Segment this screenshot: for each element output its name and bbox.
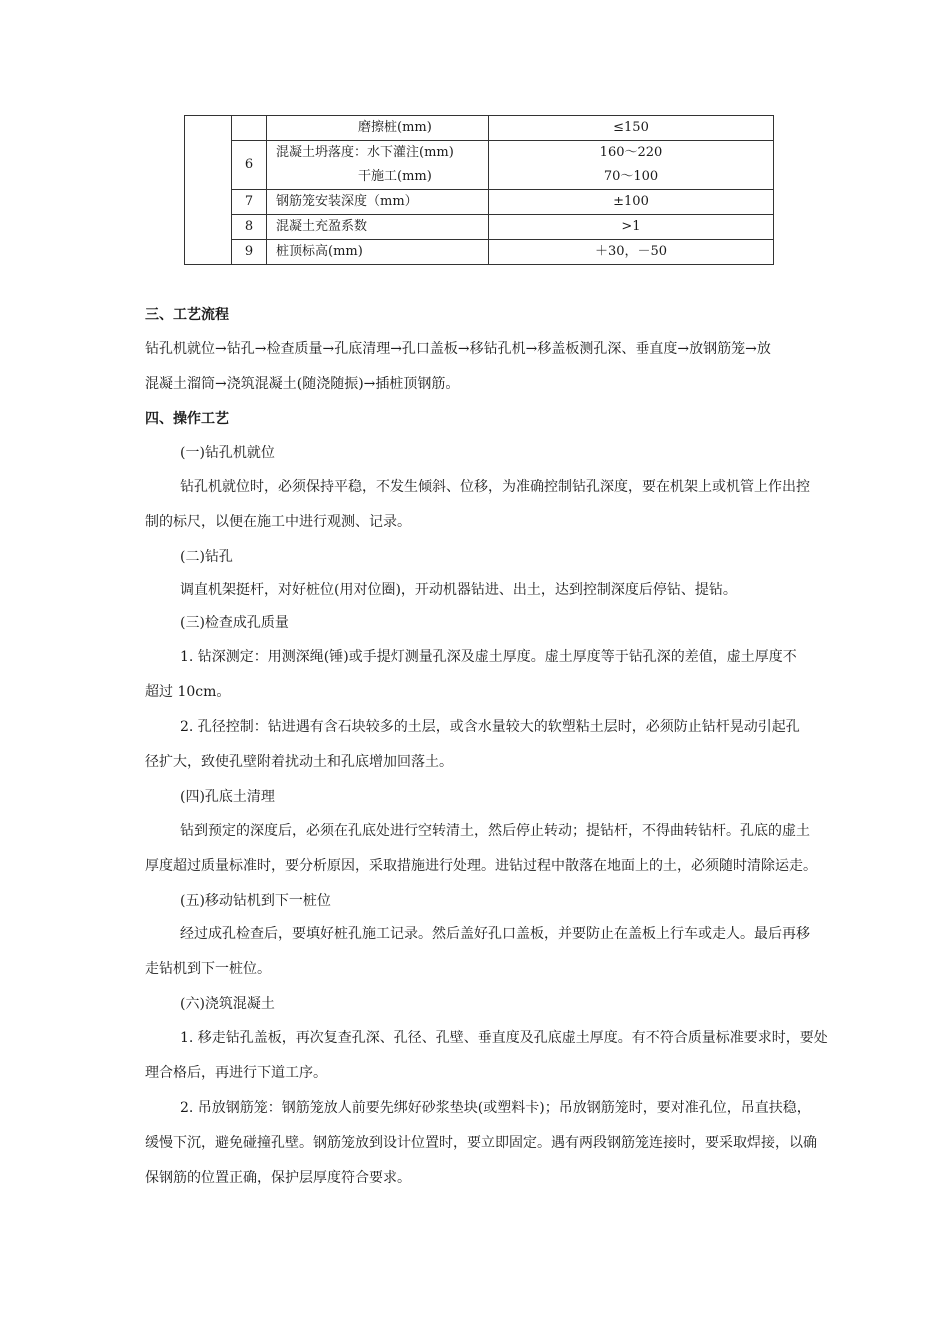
row-item — [267, 141, 489, 190]
paragraph-line: 1. 移走钻孔盖板，再次复查孔深、孔径、孔壁、垂直度及孔底虚土厚度。有不符合质量标准要求时，要处 — [180, 1030, 828, 1046]
paragraph-line: 理合格后，再进行下道工序。 — [145, 1065, 327, 1081]
row-item-line: 混凝土坍落度：水下灌注(mm) — [276, 145, 454, 160]
paragraph-line: 制的标尺，以便在施工中进行观测、记录。 — [145, 514, 411, 530]
table-row — [185, 190, 774, 215]
row-value — [489, 141, 774, 190]
quality-spec-table — [184, 115, 774, 265]
subsection-title: (一)钻孔机就位 — [180, 445, 275, 461]
row-value: ≤150 — [489, 116, 774, 141]
row-item — [267, 116, 489, 141]
paragraph-line: 经过成孔检查后，要填好桩孔施工记录。然后盖好孔口盖板，并要防止在盖板上行车或走人。最后再移 — [180, 926, 810, 942]
paragraph-line: 走钻机到下一桩位。 — [145, 961, 271, 977]
paragraph-line: 钻到预定的深度后，必须在孔底处进行空转清土，然后停止转动；提钻杆，不得曲转钻杆。孔底的虚土 — [180, 823, 810, 839]
paragraph-line: 保钢筋的位置正确，保护层厚度符合要求。 — [145, 1170, 411, 1186]
row-number: 9 — [232, 240, 267, 265]
subsection-title: (六)浇筑混凝土 — [180, 996, 275, 1012]
table-row — [185, 116, 774, 141]
row-value-line: 70～100 — [603, 169, 659, 184]
row-value: ＋30，－50 — [489, 240, 774, 265]
table-row — [185, 215, 774, 240]
table-row — [185, 141, 774, 190]
row-number: 6 — [232, 141, 267, 190]
paragraph-line: 调直机架挺杆，对好桩位(用对位圈)，开动机器钻进、出土，达到控制深度后停钻、提钻。 — [180, 582, 737, 598]
row-item: 桩顶标高(mm) — [267, 240, 489, 265]
paragraph-line: 2. 吊放钢筋笼：钢筋笼放人前要先绑好砂浆垫块(或塑料卡)；吊放钢筋笼时，要对准孔位，吊直扶稳， — [180, 1100, 811, 1116]
row-item: 混凝土充盈系数 — [267, 215, 489, 240]
row-item: 钢筋笼安装深度（mm） — [267, 190, 489, 215]
paragraph-line: 2. 孔径控制：钻进遇有含石块较多的土层，或含水量较大的软塑粘土层时，必须防止钻杆晃动引起孔 — [180, 719, 800, 735]
paragraph-line: 径扩大，致使孔壁附着扰动土和孔底增加回落土。 — [145, 754, 453, 770]
paragraph-line: 超过 10cm。 — [145, 684, 231, 700]
row-value-line: 160～220 — [599, 145, 663, 160]
row-value: ±100 — [489, 190, 774, 215]
row-number: 8 — [232, 215, 267, 240]
subsection-title: (三)检查成孔质量 — [180, 615, 289, 631]
subsection-title: (五)移动钻机到下一桩位 — [180, 893, 331, 909]
paragraph-line: 钻孔机就位→钻孔→检查质量→孔底清理→孔口盖板→移钻孔机→移盖板测孔深、垂直度→放钢筋笼→放 — [145, 341, 771, 357]
row-item-line: 干施工(mm) — [358, 169, 432, 184]
section-heading: 三、工艺流程 — [145, 307, 229, 323]
paragraph-line: 混凝土溜筒→浇筑混凝土(随浇随振)→插桩顶钢筋。 — [145, 376, 460, 392]
section-heading: 四、操作工艺 — [145, 411, 229, 427]
paragraph-line: 钻孔机就位时，必须保持平稳，不发生倾斜、位移，为准确控制钻孔深度，要在机架上或机管上作出控 — [180, 479, 810, 495]
row-value: >1 — [489, 215, 774, 240]
row-item-text: 磨擦桩(mm) — [358, 120, 432, 135]
subsection-title: (四)孔底土清理 — [180, 789, 275, 805]
row-number — [232, 116, 267, 141]
row-number: 7 — [232, 190, 267, 215]
subsection-title: (二)钻孔 — [180, 549, 233, 565]
table-row — [185, 240, 774, 265]
paragraph-line: 缓慢下沉，避免碰撞孔壁。钢筋笼放到设计位置时，要立即固定。遇有两段钢筋笼连接时，要采取焊接，以确 — [145, 1135, 817, 1151]
table-group-cell — [185, 116, 232, 265]
paragraph-line: 1. 钻深测定：用测深绳(锤)或手提灯测量孔深及虚土厚度。虚土厚度等于钻孔深的差值，虚土厚度不 — [180, 649, 797, 665]
paragraph-line: 厚度超过质量标准时，要分析原因，采取措施进行处理。进钻过程中散落在地面上的土，必须随时清除运走。 — [145, 858, 817, 874]
